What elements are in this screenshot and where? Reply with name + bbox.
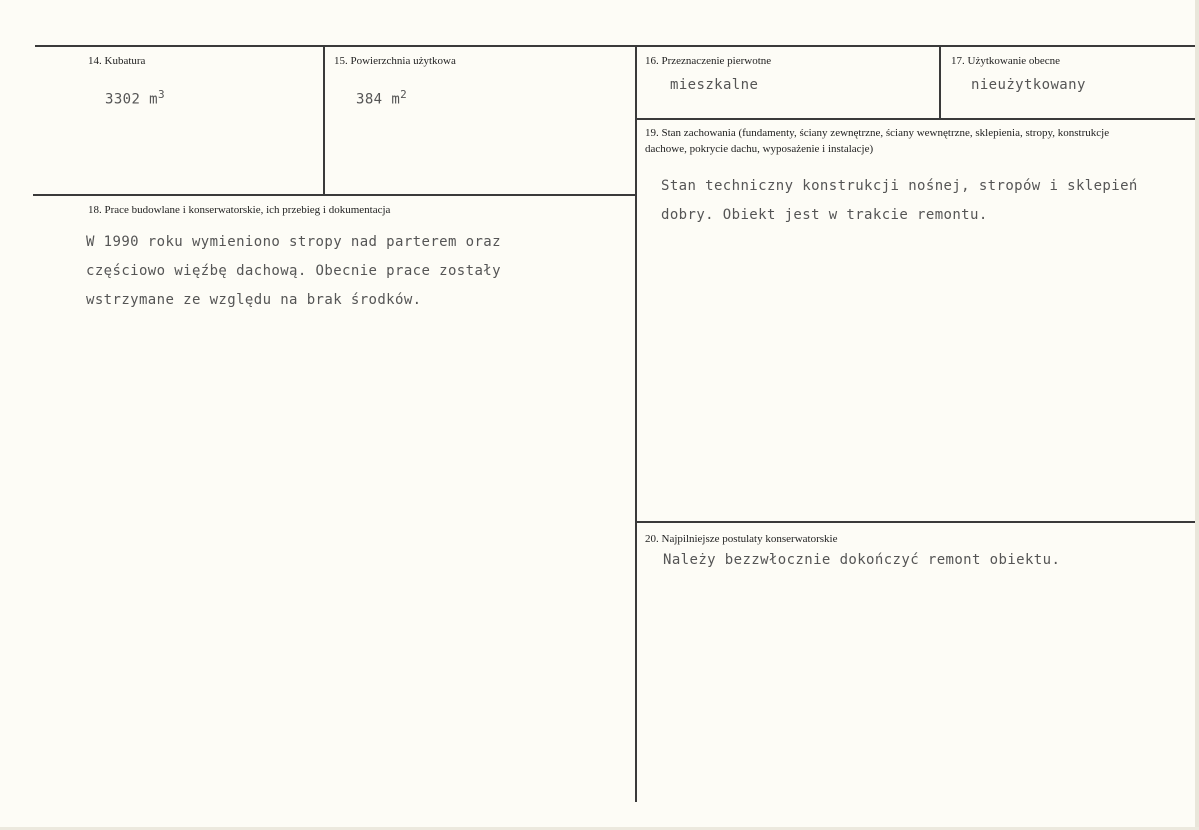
field-16-label: 16. Przeznaczenie pierwotne xyxy=(645,55,772,67)
field-15-text: 384 m xyxy=(356,91,401,108)
field-14-exponent: 3 xyxy=(157,88,166,101)
field-19-label: 19. Stan zachowania (fundamenty, ściany zewnętrzne, ściany wewnętrzne, sklepienia, stropy, konstrukcje dachowe, pokrycie dachu, wyposażenie i instalacje) xyxy=(645,127,1110,155)
divider-16-17 xyxy=(939,46,941,118)
field-18-value: W 1990 roku wymieniono stropy nad parterem oraz częściowo więźbę dachową. Obecnie prace zostały wstrzymane ze względu na brak środków. xyxy=(86,234,501,308)
divider-left-right xyxy=(635,46,637,802)
field-14-text: 3302 m xyxy=(105,91,158,108)
card-right-edge xyxy=(1195,0,1199,830)
field-20-value: Należy bezzwłocznie dokończyć remont obiektu. xyxy=(663,552,1061,568)
field-17-value: nieużytkowany xyxy=(971,77,1086,93)
rule-under-14-15 xyxy=(33,194,636,196)
field-15-label: 15. Powierzchnia użytkowa xyxy=(334,55,456,67)
field-19-value: Stan techniczny konstrukcji nośnej, stropów i sklepień dobry. Obiekt jest w trakcie remontu. xyxy=(661,178,1138,223)
rule-under-19 xyxy=(636,521,1195,523)
field-20-label: 20. Najpilniejsze postulaty konserwatorskie xyxy=(645,533,838,545)
field-14-label: 14. Kubatura xyxy=(88,55,146,67)
divider-14-15 xyxy=(323,46,325,194)
field-18-label: 18. Prace budowlane i konserwatorskie, ich przebieg i dokumentacja xyxy=(88,204,391,216)
field-16-value: mieszkalne xyxy=(670,77,759,93)
field-15-value xyxy=(356,88,407,108)
rule-under-16-17 xyxy=(636,118,1195,120)
field-15-exponent: 2 xyxy=(400,88,408,101)
field-14-value xyxy=(105,88,165,108)
field-17-label: 17. Użytkowanie obecne xyxy=(951,55,1061,67)
top-rule xyxy=(35,45,1195,47)
